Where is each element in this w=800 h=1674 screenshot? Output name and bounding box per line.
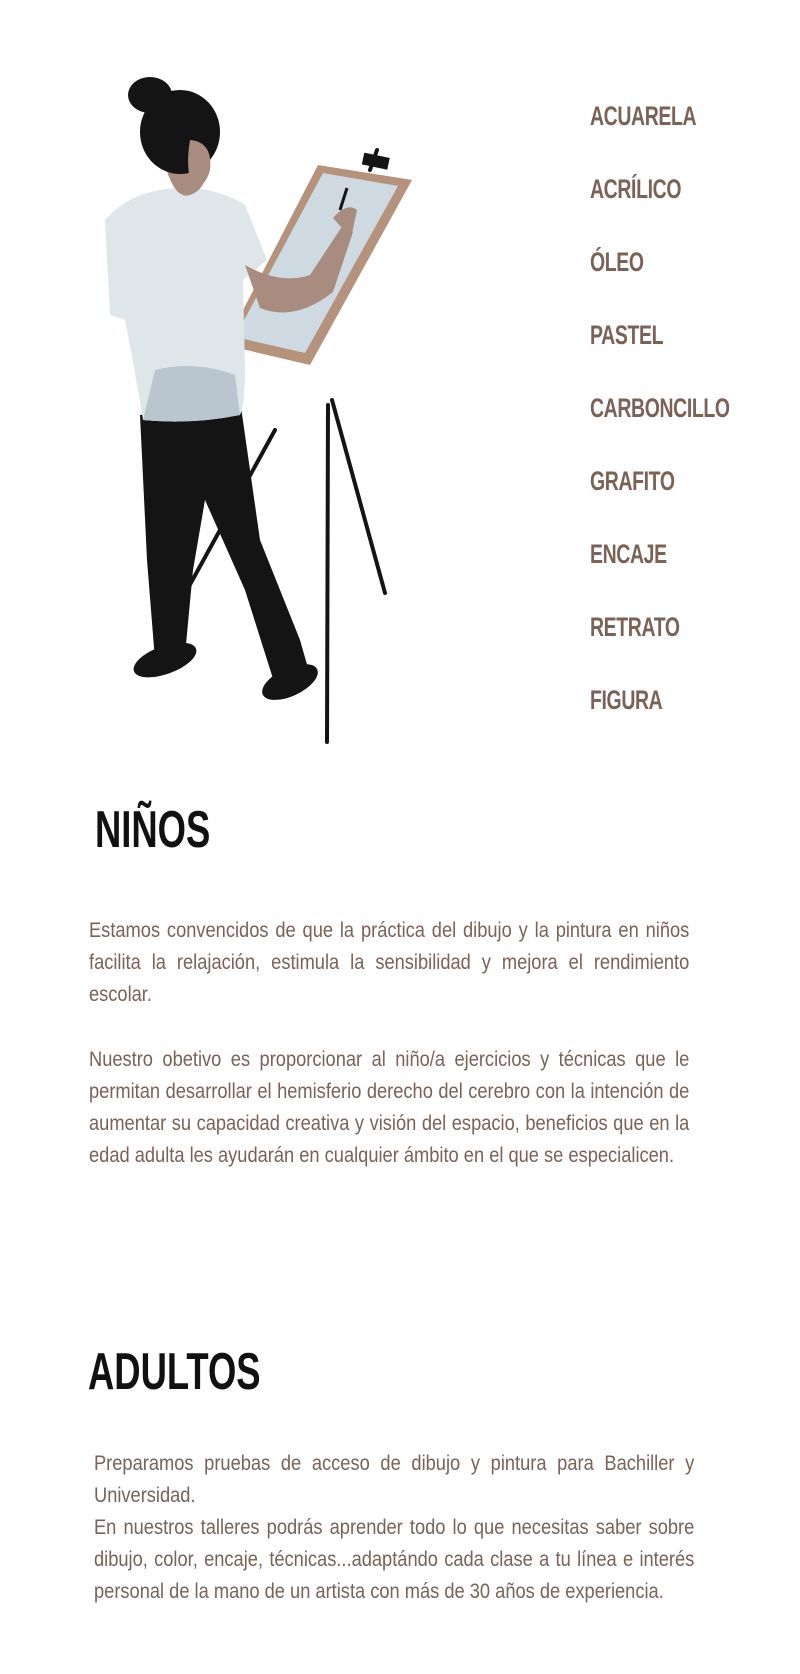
technique-item: RETRATO [590, 612, 680, 642]
technique-item: ACUARELA [590, 101, 697, 131]
technique-item: ENCAJE [590, 539, 667, 569]
technique-item: FIGURA [590, 685, 663, 715]
pants [129, 400, 323, 707]
technique-item: GRAFITO [590, 466, 675, 496]
adultos-line-2: En nuestros talleres podrás aprender todo lo que necesitas saber sobre dibujo, color, encaje, técnicas...adaptándo cada clase a tu línea e interés personal de la mano de un artista con más de 30 años de experiencia. [94, 1516, 695, 1603]
technique-item: ACRÍLICO [590, 174, 682, 204]
ninos-heading: NIÑOS [95, 801, 211, 859]
adultos-line-1: Preparamos pruebas de acceso de dibujo y pintura para Bachiller y Universidad. [94, 1452, 695, 1507]
adultos-paragraph [94, 1448, 694, 1608]
head [128, 77, 220, 196]
ninos-paragraph-1-text: Estamos convencidos de que la práctica del dibujo y la pintura en niños facilita la relajación, estimula la sensibilidad y mejora el rendimiento escolar. [89, 919, 690, 1006]
shirt [105, 188, 267, 422]
ninos-paragraph-2 [89, 1044, 689, 1172]
adultos-heading: ADULTOS [88, 1343, 261, 1401]
ninos-paragraph-1 [89, 915, 689, 1011]
adultos-paragraph-text [94, 1448, 694, 1608]
technique-item: PASTEL [590, 320, 664, 350]
ninos-paragraph-2-text: Nuestro obetivo es proporcionar al niño/a ejercicios y técnicas que le permitan desarrollar el hemisferio derecho del cerebro con la intención de aumentar su capacidad creativa y visión del espacio, beneficios que en la edad adulta les ayudarán en cualquier ámbito en el que se especialicen. [89, 1048, 690, 1167]
technique-item: CARBONCILLO [590, 393, 730, 423]
painter-at-easel-icon [95, 70, 445, 750]
techniques-list [590, 100, 784, 757]
technique-item: ÓLEO [590, 247, 644, 277]
